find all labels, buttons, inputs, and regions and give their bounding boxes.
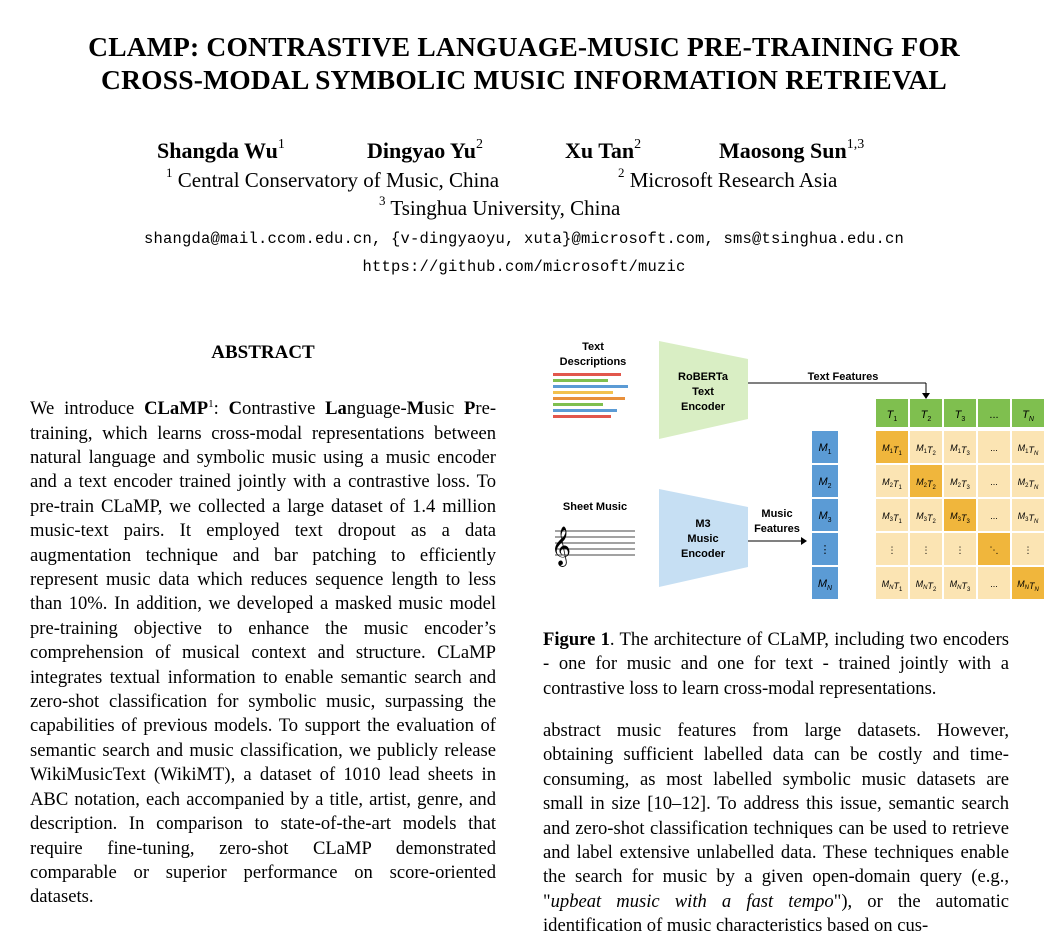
author-2: Dingyao Yu$^2$ <box>367 136 484 163</box>
affiliations-row-1 <box>0 167 1048 195</box>
matrix-cell-label: ⋮ <box>1023 545 1033 555</box>
author-3: Xu Tan$^2$ <box>565 136 642 163</box>
matrix-cell <box>944 465 976 497</box>
affiliations-row-2 <box>0 195 1048 223</box>
affiliation-1: $^1$ Central Conservatory of Music, China <box>166 165 500 192</box>
abstract-body: We introduce CLaMP$^1$: Contrastive Language-Music Pre-training, which learns cross-modal representations between natural language and symbolic music using a music encoder and a text encoder trained jointly with a contrastive loss. To pre-train CLaMP, we collected a large dataset of 1.4 million music-text pairs. It employed text dropout as a data augmentation technique and bar patching to efficiently represent music data which reduces sequence length to less than 10%. In addition, we developed a masked music model pre-training objective to enhance the music encoder’s comprehension of musical context and structure. CLaMP integrates textual information to enable semantic search and zero-shot classification for symbolic music, surpassing the capabilities of previous models. To support the evaluation of semantic search and music classification, we publicly release WikiMusicText (WikiMT), a dataset of 1010 lead sheets in ABC notation, each accompanied by a title, artist, genre, and description. In comparison to state-of-the-art models that require fine-tuning, zero-shot CLaMP demonstrated comparable or superior performance on score-oriented datasets. <box>30 398 497 908</box>
text-line <box>553 379 608 382</box>
matrix-cell-label: $M_3T_3$ <box>950 511 970 525</box>
affiliation-2: $^2$ Microsoft Research Asia <box>618 165 838 192</box>
matrix-diagonal-cell <box>944 499 976 531</box>
matrix-cell-label: $M_NT_3$ <box>949 579 971 593</box>
matrix-cell-label: ⋱ <box>989 545 999 555</box>
intro-body-text: abstract music features from large datasets. However, obtaining sufficient labelled data can be costly and time-consuming, as most labelled symbolic music datasets are small in size [10–12]. To address this issue, semantic search and zero-shot classification techniques can be used to retrieve and label extensive unlabelled data. These techniques enable the search for music by a given open-domain query (e.g., "upbeat music with a fast tempo"), or the automatic identification of music characteristics based on cus- <box>543 720 1009 937</box>
text-encoder-label-2: Text <box>692 386 714 398</box>
text-features-label: Text Features <box>807 371 879 383</box>
text-line <box>553 415 611 418</box>
text-line <box>553 391 613 394</box>
figure-label: Figure 1 <box>543 629 610 650</box>
matrix-diagonal-cell <box>910 465 942 497</box>
column-header-label: $T_1$ <box>886 409 898 423</box>
row-header-label: ⋮ <box>819 544 831 556</box>
text-line <box>553 373 621 376</box>
matrix-cell-label: ⋮ <box>955 545 965 555</box>
matrix-cell <box>876 465 908 497</box>
music-features-label-1: Music <box>761 508 793 520</box>
text-descriptions-label: Text <box>582 341 604 353</box>
text-encoder-label-3: Encoder <box>680 401 726 413</box>
title-line-2: CROSS-MODAL SYMBOLIC MUSIC INFORMATION RETRIEVAL <box>101 64 947 95</box>
column-header-label: $T_N$ <box>1022 409 1034 423</box>
matrix-cell-label: $M_2T_2$ <box>916 477 936 491</box>
text-description-lines <box>553 373 628 418</box>
author-1: Shangda Wu$^1$ <box>157 136 285 163</box>
clamp-architecture-figure <box>543 335 1039 605</box>
matrix-cell <box>876 499 908 531</box>
text-features-arrowhead <box>922 393 930 399</box>
music-features-arrowhead <box>801 537 807 545</box>
matrix-cell-label: $M_1T_2$ <box>916 443 936 457</box>
row-header-label: $M_1$ <box>818 442 832 456</box>
music-encoder-label-2: Music <box>687 533 719 545</box>
matrix-cell-label: $M_3T_2$ <box>916 511 936 525</box>
title-line-1: CLAMP: CONTRASTIVE LANGUAGE-MUSIC PRE-TRAINING FOR <box>88 31 960 62</box>
music-encoder-label-3: Encoder <box>680 548 726 560</box>
repo-url[interactable]: https://github.com/microsoft/muzic <box>362 258 686 276</box>
text-encoder-label-1: RoBERTa <box>678 371 728 383</box>
matrix-cell-label: $M_2T_N$ <box>1017 477 1039 491</box>
matrix-cell-label: $M_NT_1$ <box>881 579 903 593</box>
matrix-cell-label: ... <box>990 443 998 453</box>
matrix-cell-label: $M_1T_3$ <box>950 443 970 457</box>
matrix-cell-label: ... <box>990 579 998 589</box>
text-descriptions-label-2: Descriptions <box>559 356 627 368</box>
text-line <box>553 385 628 388</box>
authors <box>0 138 1048 168</box>
sheet-music-label: Sheet Music <box>562 501 628 513</box>
treble-clef-icon: 𝄞 <box>551 527 572 565</box>
matrix-cell-label: $M_1T_N$ <box>1017 443 1039 457</box>
figure-caption: Figure 1. The architecture of CLaMP, including two encoders - one for music and one for text - trained jointly with a contrastive loss to learn cross-modal representations. <box>543 629 1010 699</box>
row-header-label: $M_3$ <box>818 510 832 524</box>
row-header-label: $M_N$ <box>817 578 833 592</box>
similarity-matrix <box>812 399 1044 599</box>
matrix-cell-label: $M_2T_1$ <box>882 477 902 491</box>
matrix-cell-label: $M_NT_N$ <box>1017 579 1039 593</box>
matrix-cell <box>910 431 942 463</box>
author-emails: shangda@mail.ccom.edu.cn, {v-dingyaoyu, xuta}@microsoft.com, sms@tsinghua.edu.cn <box>143 230 905 248</box>
music-features-label-2: Features <box>754 523 800 535</box>
matrix-cell-label: $M_1T_1$ <box>882 443 902 457</box>
text-line <box>553 397 625 400</box>
matrix-cell-label: ... <box>990 477 998 487</box>
music-encoder-label-1: M3 <box>695 518 711 530</box>
text-line <box>553 403 603 406</box>
column-header-label: $T_3$ <box>954 409 966 423</box>
author-4: Maosong Sun$^{1,3}$ <box>719 136 865 163</box>
matrix-cell-label: ⋮ <box>887 545 897 555</box>
matrix-cell-label: $M_NT_2$ <box>915 579 937 593</box>
affiliation-3: $^3$ Tsinghua University, China <box>379 193 621 220</box>
matrix-cell-label: $M_3T_1$ <box>882 511 902 525</box>
matrix-cell <box>944 431 976 463</box>
row-header-label: $M_2$ <box>818 476 832 490</box>
footnote-marker[interactable]: 1 <box>208 398 214 410</box>
paper-title <box>0 30 1048 96</box>
text-line <box>553 409 617 412</box>
column-header-label: ... <box>989 409 999 421</box>
matrix-cell-label: $M_2T_3$ <box>950 477 970 491</box>
matrix-cell-label: $M_3T_N$ <box>1017 511 1039 525</box>
matrix-diagonal-cell <box>876 431 908 463</box>
column-header-label: $T_2$ <box>920 409 932 423</box>
matrix-cell-label: ⋮ <box>921 545 931 555</box>
matrix-cell <box>910 499 942 531</box>
matrix-cell-label: ... <box>990 511 998 521</box>
abstract-heading: ABSTRACT <box>211 342 315 363</box>
